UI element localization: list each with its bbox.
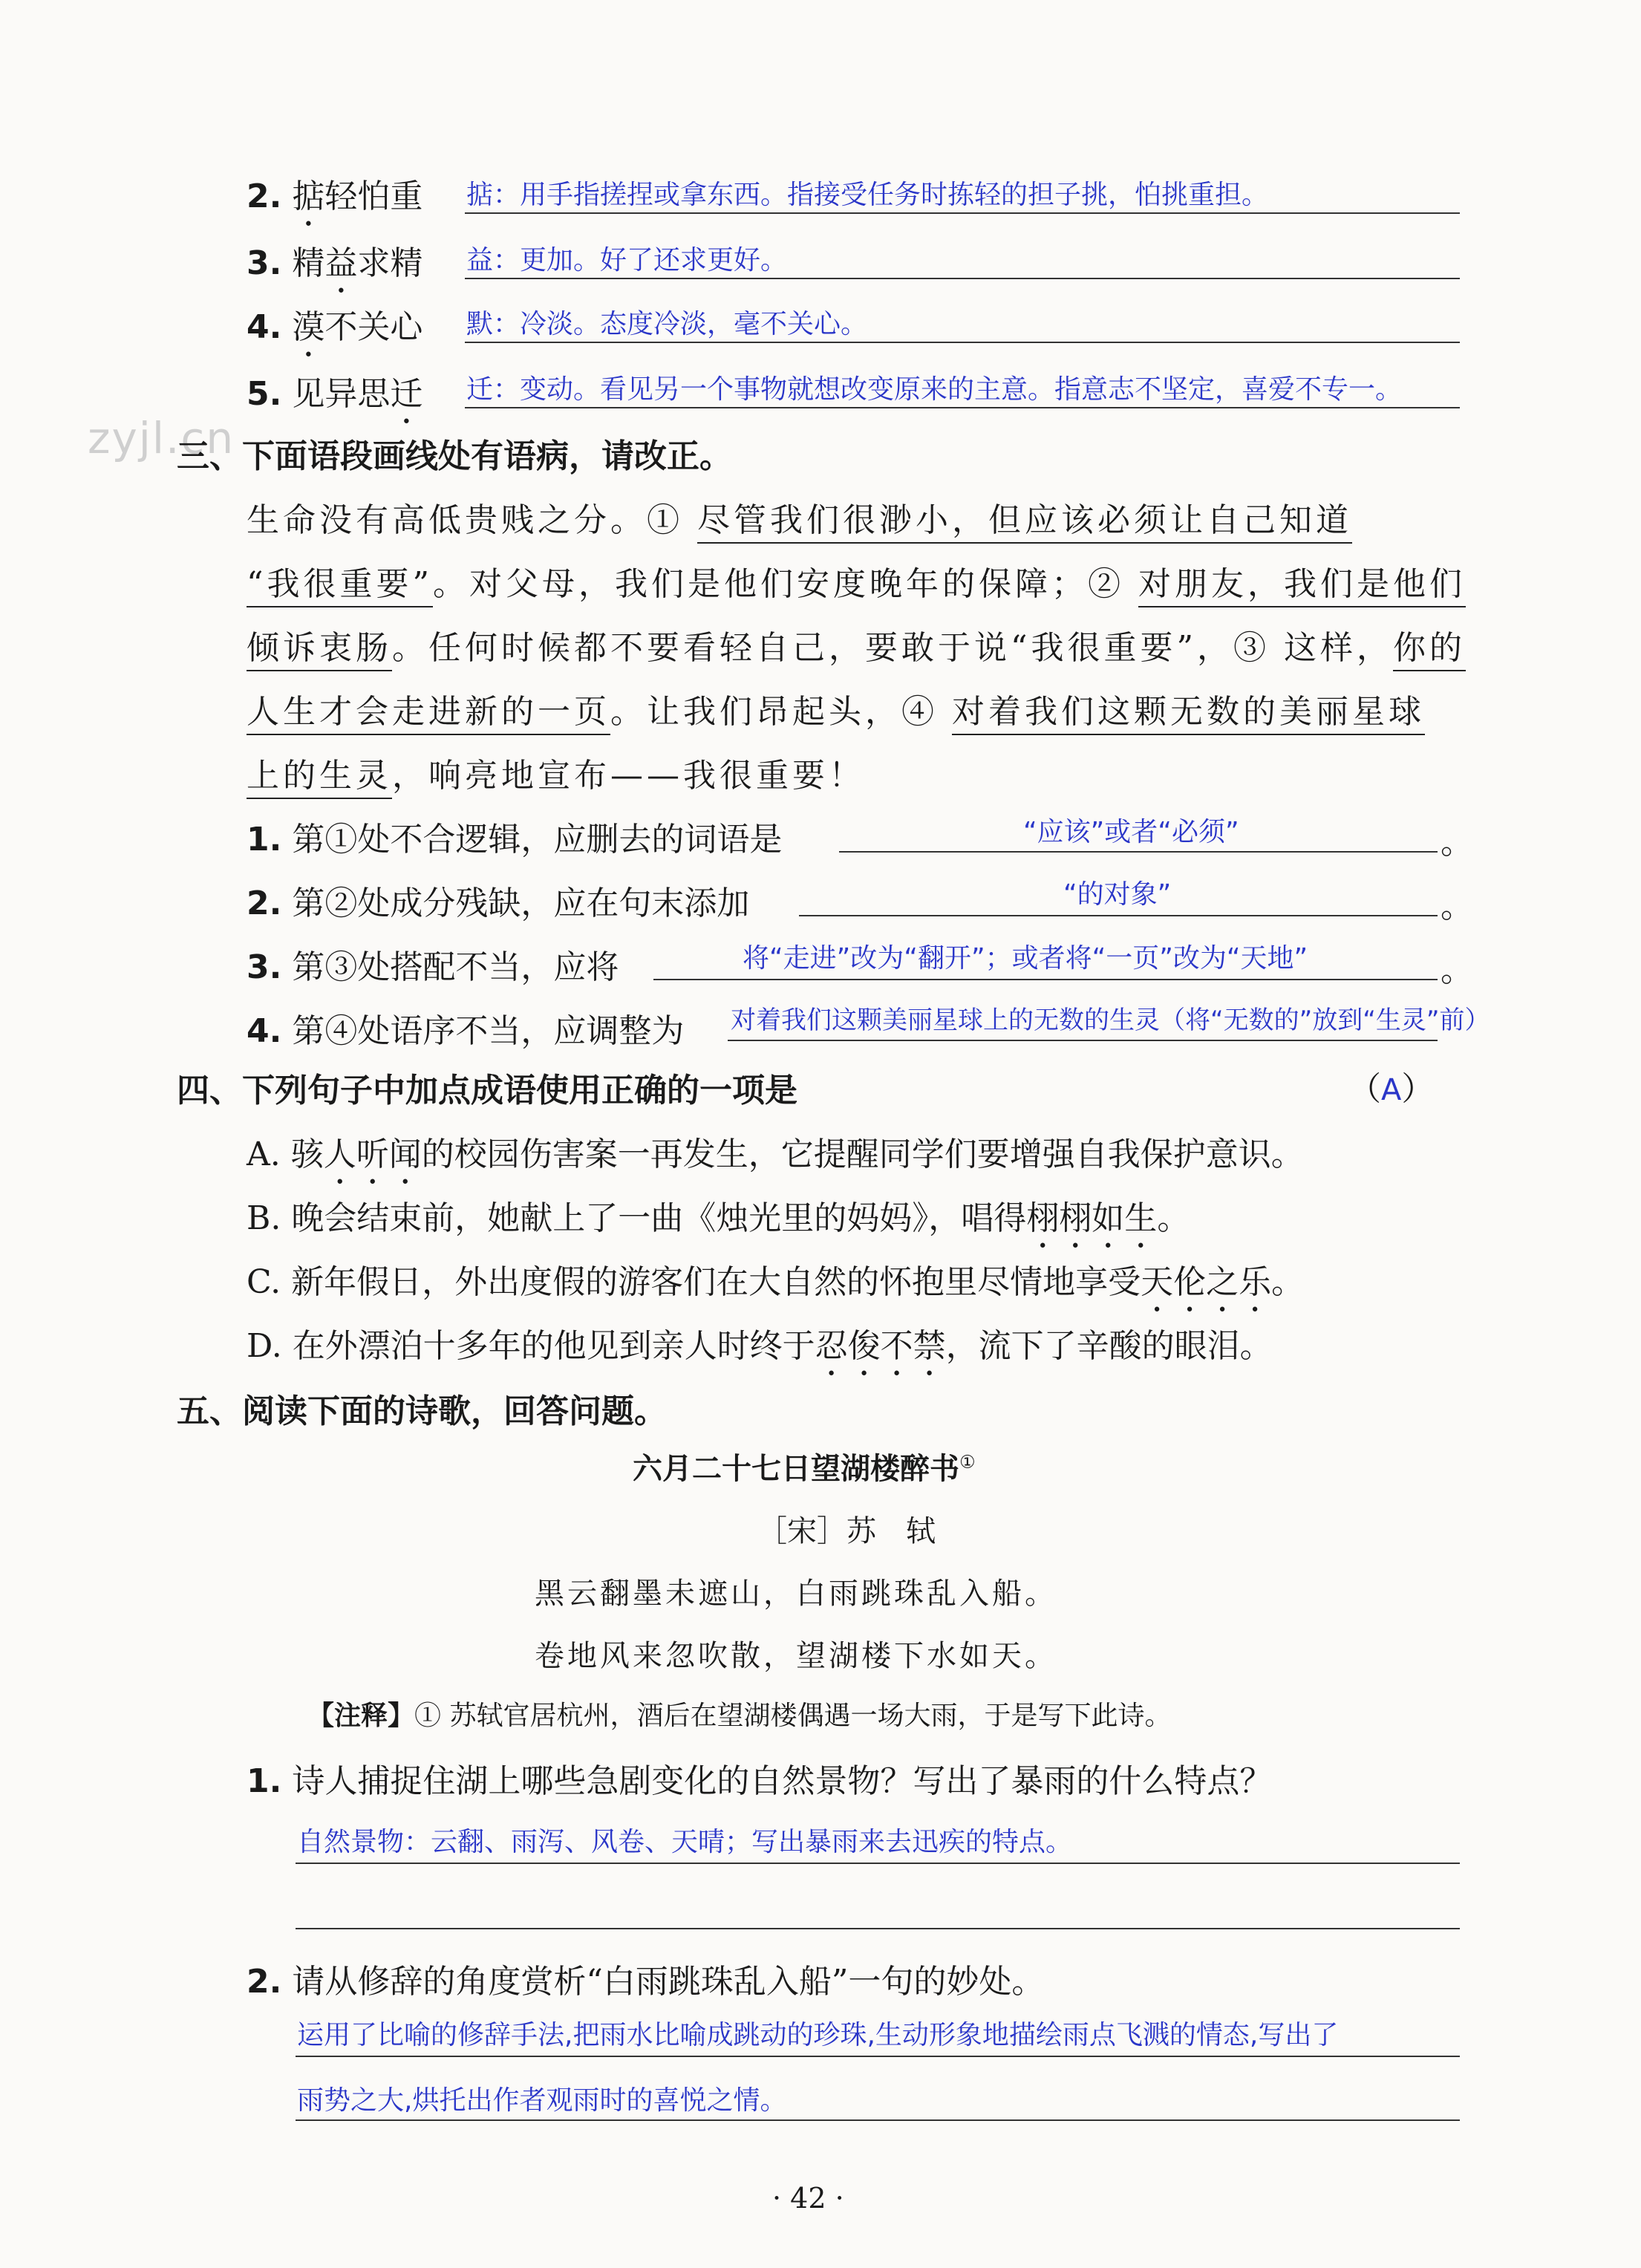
handwritten-answer: 运用了比喻的修辞手法,把雨水比喻成跳动的珍珠,生动形象地描绘雨点飞溅的情态,写出了: [297, 2020, 1339, 2050]
answer-line: [296, 1863, 1460, 1864]
item-number: 2.: [247, 177, 282, 215]
option-a: [247, 1127, 1304, 1192]
question-text: 第④处语序不当，应调整为: [292, 1012, 685, 1050]
dotted-idiom: 人听闻: [323, 1135, 422, 1173]
underlined-text: 对着我们这颗无数的美丽星球: [952, 693, 1425, 735]
paragraph-line-3: [247, 621, 1466, 668]
poem-line-1: 黑云翻墨未遮山，白雨跳珠乱入船。: [535, 1577, 1057, 1611]
annotation-label: 【注释】: [307, 1701, 415, 1731]
option-text: 在外漂泊十多年的他见到亲人时终于: [292, 1327, 815, 1365]
question-text: 请从修辞的角度赏析“白雨跳珠乱入船”一句的妙处。: [292, 1963, 1045, 2001]
dotted-idiom: 栩栩如生: [1026, 1199, 1158, 1237]
paragraph-text: ，响亮地宣布——我很重要！: [392, 757, 865, 795]
option-b: [247, 1191, 1190, 1256]
question-3-2: [247, 876, 749, 924]
question-3-1: [247, 812, 782, 860]
idiom-dotted-char: 迁: [390, 375, 423, 413]
question-number: 2.: [247, 884, 282, 922]
watermark: zyjl.cn: [88, 413, 235, 463]
handwritten-answer: 雨势之大,烘托出作者观雨时的喜悦之情。: [297, 2085, 787, 2116]
poem-title: [633, 1445, 976, 1487]
idiom-dotted-char: 漠: [292, 308, 325, 346]
item-number: 3.: [247, 244, 282, 282]
item-number: 5.: [247, 375, 282, 413]
option-text: 。: [1271, 1263, 1305, 1301]
underlined-text: 人生才会走进新的一页: [247, 693, 610, 735]
paragraph-text: 生命没有高低贵贱之分。①: [247, 501, 697, 539]
poem-title-text: 六月二十七日望湖楼醉书: [633, 1452, 959, 1486]
answer-line: [839, 851, 1438, 853]
option-label: D.: [247, 1327, 293, 1365]
question-number: 4.: [247, 1012, 282, 1050]
question-number: 1.: [247, 821, 282, 858]
dotted-idiom: 天伦之乐: [1141, 1263, 1272, 1301]
page-number: · 42 ·: [772, 2182, 844, 2215]
answer-line: [653, 979, 1438, 980]
option-label: B.: [247, 1199, 292, 1237]
answer-line: [296, 2056, 1460, 2057]
answer-line: [296, 1928, 1460, 1929]
answer-line: [296, 2119, 1460, 2121]
paragraph-line-5: [247, 749, 865, 796]
dotted-idiom: 忍俊不禁: [815, 1327, 946, 1365]
answer-line: [465, 342, 1460, 343]
paragraph-text: 。让我们昂起头，④: [610, 693, 952, 731]
option-text: 新年假日，外出度假的游客们在大自然的怀抱里尽情地享受: [291, 1263, 1141, 1301]
idiom-item-3: [247, 236, 423, 301]
idiom-post: 不关心: [324, 308, 423, 346]
option-label: A.: [247, 1135, 291, 1173]
section-heading-3: 三、下面语段画线处有语病，请改正。: [177, 437, 732, 475]
idiom-pre: 精: [292, 244, 325, 282]
period: 。: [1441, 951, 1473, 989]
answer-bracket: [1348, 1062, 1434, 1109]
handwritten-answer: 迁：变动。看见另一个事物就想改变原来的主意。指意志不坚定，喜爱不专一。: [466, 374, 1403, 405]
idiom-item-5: [247, 367, 423, 431]
option-text: 的校园伤害案一再发生，它提醒同学们要增强自我保护意识。: [421, 1135, 1304, 1173]
option-text: ，流下了辛酸的眼泪。: [945, 1327, 1273, 1365]
handwritten-answer: 将“走进”改为“翻开”；或者将“一页”改为“天地”: [743, 943, 1308, 974]
paragraph-line-4: [247, 685, 1425, 732]
answer-line: [465, 278, 1460, 279]
idiom-pre: 见异思: [292, 375, 391, 413]
question-3-4: [247, 1004, 684, 1052]
handwritten-answer: 掂：用手指搓捏或拿东西。指接受任务时拣轻的担子挑，怕挑重担。: [466, 180, 1269, 210]
idiom-post: 轻怕重: [324, 177, 423, 215]
handwritten-answer: 自然景物：云翻、雨泻、风卷、天晴；写出暴雨来去迅疾的特点。: [297, 1827, 1073, 1857]
option-text: 骇: [290, 1135, 324, 1173]
answer-line: [799, 915, 1438, 916]
question-text: 第②处成分残缺，应在句末添加: [292, 884, 750, 922]
handwritten-answer: 对着我们这颗美丽星球上的无数的生灵（将“无数的”放到“生灵”前）: [731, 1006, 1490, 1035]
paragraph-text: 。对父母，我们是他们安度晚年的保障；②: [433, 565, 1138, 603]
item-number: 4.: [247, 308, 282, 346]
footnote-mark: ①: [959, 1451, 976, 1473]
answer-line: [465, 212, 1460, 214]
question-number: 2.: [247, 1963, 282, 2001]
paragraph-line-1: [247, 493, 1352, 541]
option-text: 晚会结束前，她献上了一曲《烛光里的妈妈》，唱得: [291, 1199, 1027, 1237]
handwritten-answer: 益：更加。好了还求更好。: [466, 245, 788, 276]
bracket-close: ）: [1401, 1070, 1435, 1108]
period: 。: [1441, 824, 1473, 861]
idiom-post: 求精: [357, 244, 423, 282]
option-d: [247, 1319, 1273, 1384]
idiom-item-4: [247, 300, 423, 365]
underlined-text: “我很重要”: [247, 565, 433, 607]
option-c: [247, 1255, 1304, 1320]
option-label: C.: [247, 1263, 292, 1301]
poem-author: ［宋］苏 轼: [757, 1514, 936, 1548]
handwritten-answer: 默：冷淡。态度冷淡，毫不关心。: [466, 309, 868, 339]
question-number: 1.: [247, 1762, 282, 1800]
paragraph-line-2: [247, 557, 1466, 605]
period: 。: [1441, 887, 1473, 925]
question-text: 第①处不合逻辑，应删去的词语是: [292, 821, 783, 858]
underlined-text: 尽管我们很渺小，但应该必须让自己知道: [697, 501, 1352, 544]
underlined-text: 对朋友，我们是他们: [1138, 565, 1466, 607]
idiom-dotted-char: 益: [324, 244, 358, 282]
paragraph-text: 。任何时候都不要看轻自己，要敢于说“我很重要”，③ 这样，: [392, 629, 1393, 667]
question-5-2: [247, 1955, 1044, 2002]
handwritten-choice: A: [1381, 1073, 1402, 1107]
question-text: 第③处搭配不当，应将: [292, 948, 619, 986]
option-text: 。: [1157, 1199, 1190, 1237]
section-heading-5: 五、阅读下面的诗歌，回答问题。: [177, 1392, 667, 1430]
section-heading-4: 四、下列句子中加点成语使用正确的一项是: [177, 1072, 797, 1109]
poem-line-2: 卷地风来忽吹散，望湖楼下水如天。: [535, 1639, 1057, 1673]
idiom-item-2: [247, 169, 423, 234]
question-text: 诗人捕捉住湖上哪些急剧变化的自然景物？写出了暴雨的什么特点？: [292, 1762, 1273, 1800]
question-5-1: [247, 1754, 1272, 1802]
question-3-3: [247, 940, 619, 988]
poem-annotation: [307, 1695, 1171, 1733]
answer-line: [465, 407, 1460, 408]
bracket-open: （: [1348, 1070, 1381, 1108]
underlined-text: 你的: [1393, 629, 1466, 671]
annotation-text: ① 苏轼官居杭州，酒后在望湖楼偶遇一场大雨，于是写下此诗。: [414, 1701, 1172, 1731]
handwritten-answer: “的对象”: [1063, 879, 1172, 910]
answer-line: [728, 1040, 1438, 1041]
underlined-text: 上的生灵: [247, 757, 392, 799]
handwritten-answer: “应该”或者“必须”: [1023, 817, 1239, 847]
question-number: 3.: [247, 948, 282, 986]
underlined-text: 倾诉衷肠: [247, 629, 392, 671]
idiom-dotted-char: 掂: [292, 177, 325, 215]
